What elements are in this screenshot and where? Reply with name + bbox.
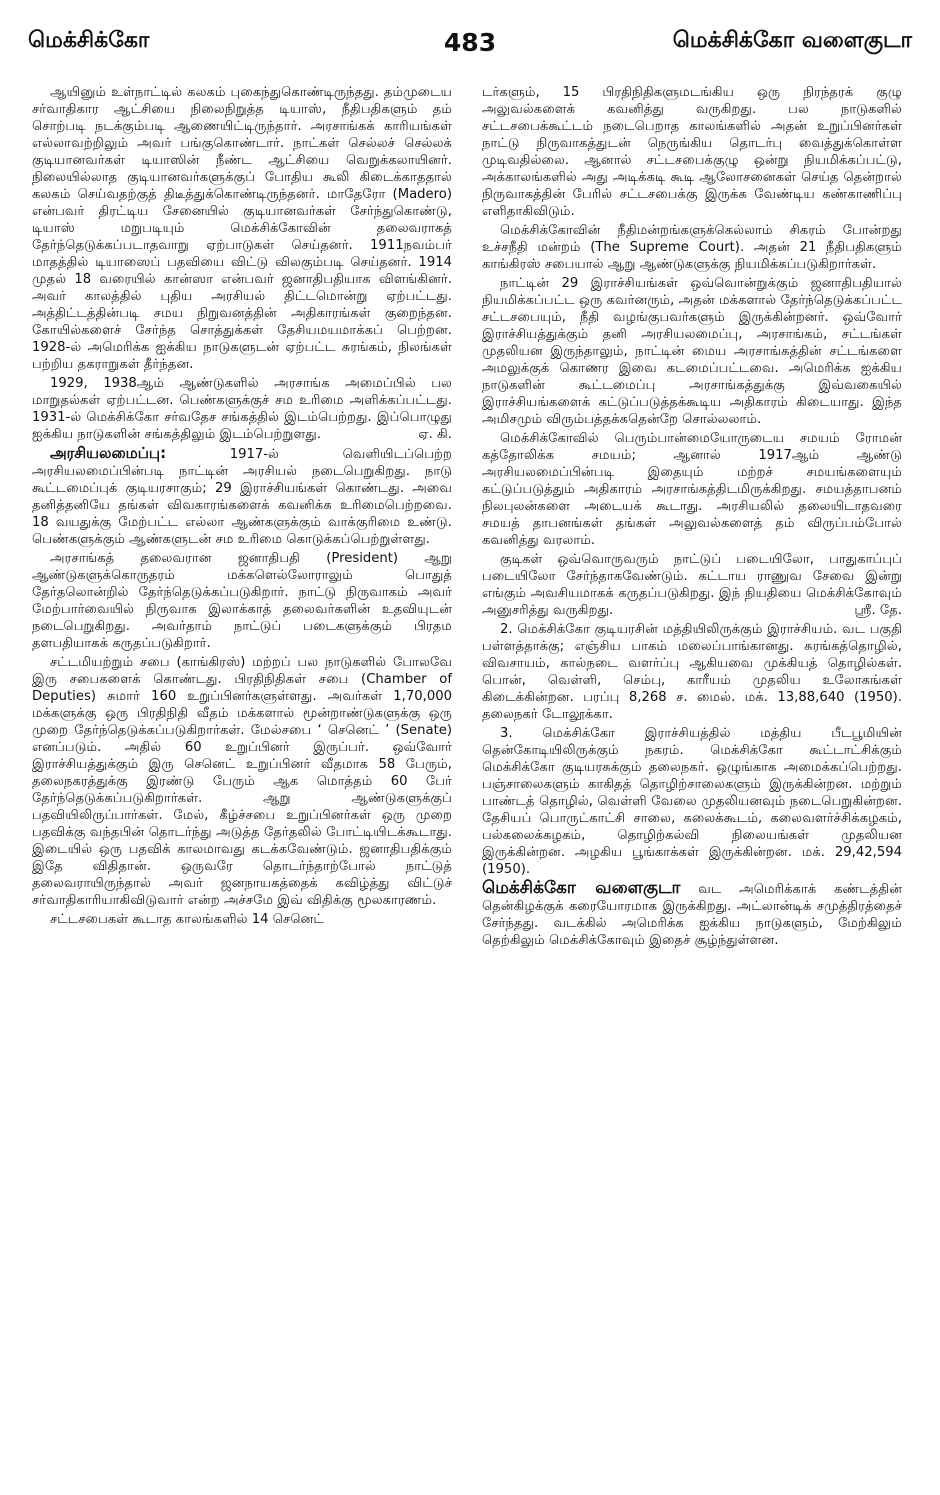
paragraph <box>32 375 452 443</box>
paragraph-text: மெக்சிக்கோவின் நீதிமன்றங்களுக்கெல்லாம் சிகரம் போன்றது உச்சநீதி மன்றம் (The Supreme Court). அதன் 21 நீதிபதிகளும் காங்கிரஸ் சபையால் ஆறு ஆண்டுகளுக்கு நியமிக்கப்படுகிறார்கள். <box>482 223 902 272</box>
paragraph-text: சட்டசபைகள் கூடாத காலங்களில் 14 செனெட் <box>50 912 324 927</box>
running-head-right: மெக்சிக்கோ வளைகுடா <box>672 28 912 53</box>
paragraph <box>482 84 902 220</box>
paragraph-text: நாட்டின் 29 இராச்சியங்கள் ஒவ்வொன்றுக்கும் ஜனாதிபதியால் நியமிக்கப்பட்ட ஒரு கவர்னரும், அதன் மக்களால் தேர்ந்தெடுக்கப்பட்ட சட்டசபையும், நீதி வழங்குபவர்களும் இருக்கின்றனர். ஒவ்வோர் இராச்சியத்துக்கும் தனி அரசியலமைப்பு, அரசாங்கம், சட்டங்கள் முதலியன இருந்தாலும், நாட்டின் மைய அரசாங்கத்தின் சட்டங்களை அமலுக்குக் கொணர இவை கடமைப்பட்டவை. அமெரிக்க ஐக்கிய நாடுகளின் கூட்டமைப்பு அரசாங்கத்துக்கு இவ்வகையில் இராச்சியங்களைக் கட்டுப்படுத்தக்கூடிய அதிகாரம் கிடையாது. இந்த அமிசமும் விரும்பத்தக்கதென்றே சொல்லலாம். <box>482 276 902 427</box>
paragraph <box>482 222 902 273</box>
right-column <box>482 84 902 951</box>
paragraph-text: 2. மெக்சிக்கோ குடியரசின் மத்தியிலிருக்கும் இராச்சியம். வட பகுதி பள்ளத்தாக்கு; எஞ்சிய பாகம் மலைப்பாங்கானது. சுரங்கத்தொழில், விவசாயம், கால்நடை வளர்ப்பு ஆகியவை முக்கியத் தொழில்கள். பொன், வெள்ளி, செம்பு, காரீயம் முதலிய உலோகங்கள் கிடைக்கின்றன. பரப்பு 8,268 ச. மைல். மக். 13,88,640 (1950). தலைநகர் டோலூக்கா. <box>482 622 902 722</box>
running-head-left: மெக்சிக்கோ <box>28 28 150 53</box>
paragraph <box>482 551 902 619</box>
paragraph-text: வட அமெரிக்காக் கண்டத்தின் தென்கிழக்குக் கரையோரமாக இருக்கிறது. அட்லான்டிக் சமுத்திரத்தைச் சேர்ந்தது. வடக்கில் அமெரிக்க ஐக்கிய நாடுகளும், மேற்கிலும் தெற்கிலும் மெக்சிக்கோவும் இதைச் சூழ்ந்துள்ளன. <box>482 882 902 948</box>
paragraph-text: டர்களும், 15 பிரதிநிதிகளுமடங்கிய ஒரு நிரந்தரக் குழு அலுவல்களைக் கவனித்து வருகிறது. பல நாடுகளில் சட்டசபைக்கூட்டம் நடைபெறாத காலங்களில் அதன் உறுப்பினர்கள் நாட்டு நிருவாகத்துடன் நெருங்கிய தொடர்பு வைத்துக்கொள்ள முடிவதில்லை. ஆனால் சட்டசபைக்குழு ஒன்று நியமிக்கப்பட்டு, அக்காலங்களில் அது அடிக்கடி கூடி ஆலோசனைகள் செய்த தென்றால் நிருவாகத்தின் பேரில் சட்டசபைக்கு இருக்க வேண்டிய கண்காணிப்பு எளிதாகிவிடும். <box>482 85 902 219</box>
paragraph-text: சட்டமியற்றும் சபை (காங்கிரஸ்) மற்றப் பல நாடுகளில் போலவே இரு சபைகளைக் கொண்டது. பிரதிநிதிகள் சபை (Chamber of Deputies) சுமார் 160 உறுப்பினர்களுள்ளது. அவர்கள் 1,70,000 மக்களுக்கு ஒரு பிரதிநிதி வீதம் மக்களால் மூன்றாண்டுகளுக்கு ஒரு முறை தேர்ந்தெடுக்கப்படுகிறார்கள். மேல்சபை ‘ செனெட் ’ (Senate) எனப்படும். அதில் 60 உறுப்பினர் இருப்பர். ஒவ்வோர் இராச்சியத்துக்கும் இரு செனெட் உறுப்பினர் வீதமாக 58 பேரும், தலைநகரத்துக்கு இரண்டு பேரும் ஆக மொத்தம் 60 பேர் தேர்ந்தெடுக்கப்படுகிறார்கள். ஆறு ஆண்டுகளுக்குப் பதவியிலிருப்பார்கள். மேல், கீழ்ச்சபை உறுப்பினர்கள் ஒரு முறை பதவிக்கு வந்தபின் தொடர்ந்து அடுத்த தேர்தலில் போட்டியிடக்கூடாது. இடையில் ஒரு பதவிக் காலமாவது கடக்கவேண்டும். ஜனாதிபதிக்கும் இதே விதிதான். ஒருவரே தொடர்ந்தாற்போல் நாட்டுத் தலைவராயிருந்தால் அவர் ஜனநாயகத்தைக் கவிழ்த்து விட்டுச் சர்வாதிகாரியாகிவிடுவார் என்ற அச்சமே இவ் விதிக்கு மூலகாரணம். <box>32 655 452 908</box>
paragraph-text: 1929, 1938ஆம் ஆண்டுகளில் அரசாங்க அமைப்பில் பல மாறுதல்கள் ஏற்பட்டன. பெண்களுக்குச் சம உரிமை அளிக்கப்பட்டது. 1931-ல் மெக்சிக்கோ சர்வதேச சங்கத்தில் இடம்பெற்றது. இப்பொழுது ஐக்கிய நாடுகளின் சங்கத்திலும் இடம்பெற்றுளது. <box>32 376 452 442</box>
left-column <box>32 84 452 930</box>
author-initials: ஏ. கி. <box>418 427 452 442</box>
paragraph-text: குடிகள் ஒவ்வொருவரும் நாட்டுப் படையிலோ, பாதுகாப்புப் படையிலோ சேர்ந்தாகவேண்டும். கட்டாய ராணுவ சேவை இன்று எங்கும் அவசியமாகக் கருதப்படுகிறது. இந் நியதியை மெக்சிக்கோவும் அனுசரித்து வருகிறது. <box>482 552 902 618</box>
paragraph <box>32 550 452 652</box>
author-initials: ஸ்ரீ. தே. <box>854 603 902 618</box>
paragraph-text: அரசாங்கத் தலைவரான ஜனாதிபதி (President) ஆறு ஆண்டுகளுக்கொருதரம் மக்களெல்லோராலும் பொதுத் தேர்தலொன்றில் தேர்ந்தெடுக்கப்படுகிறார். நாட்டு நிருவாகம் அவர் மேற்பார்வையில் நிருவாக இலாக்காத் தலைவர்களின் உதவியுடன் நடைபெறுகிறது. அவர்தாம் நாட்டுப் படைகளுக்கும் பிரதம தளபதியாகக் கருதப்படுகிறார். <box>32 551 452 651</box>
page-number: 483 <box>443 28 497 57</box>
paragraph-text: 3. மெக்சிக்கோ இராச்சியத்தில் மத்திய பீடபூமியின் தென்கோடியிலிருக்கும் நகரம். மெக்சிக்கோ கூட்டாட்சிக்கும் மெக்சிக்கோ குடியரசுக்கும் தலைநகர். ஒழுங்காக அமைக்கப்பெற்றது. பஞ்சாலைகளும் காகிதத் தொழிற்சாலைகளும் இருக்கின்றன. மற்றும் பாண்டத் தொழில், வெள்ளி வேலை முதலியனவும் நடைபெறுகின்றன. தேசியப் பொருட்காட்சி சாலை, கலைக்கூடம், கலைவளர்ச்சிக்கழகம், பல்கலைக்கழகம், தொழிற்கல்வி நிலையங்கள் முதலியன இருக்கின்றன. அழகிய பூங்காக்கள் இருக்கின்றன. மக். 29,42,594 (1950). <box>482 726 902 877</box>
paragraph <box>32 445 452 548</box>
paragraph-text: 1917-ல் வெளியிடப்பெற்ற அரசியலமைப்பின்படி நாட்டின் அரசியல் நடைபெறுகிறது. நாடு கூட்டமைப்புக் குடியரசாகும்; 29 இராச்சியங்கள் கொண்டது. அவை தனித்தனியே தங்கள் விவகாரங்களைக் கவனிக்க உரிமைபெற்றவை. 18 வயதுக்கு மேற்பட்ட எல்லா ஆண்களுக்கும் வாக்குரிமை உண்டு. பெண்களுக்கும் ஆண்களுடன் சம உரிமை கொடுக்கப்பெற்றுள்ளது. <box>32 447 452 547</box>
paragraph <box>482 725 902 878</box>
paragraph <box>482 430 902 549</box>
section-heading: அரசியலமைப்பு: <box>50 444 167 462</box>
entry-heading: மெக்சிக்கோ வளைகுடா <box>482 878 681 898</box>
paragraph <box>32 911 452 928</box>
paragraph <box>482 621 902 723</box>
paragraph <box>32 84 452 373</box>
paragraph <box>482 275 902 428</box>
paragraph-text: மெக்சிக்கோவில் பெரும்பான்மையோருடைய சமயம் ரோமன் கத்தோலிக்க சமயம்; ஆனால் 1917ஆம் ஆண்டு அரசியலமைப்பின்படி இதையும் மற்றச் சமயங்களையும் கட்டுப்படுத்தும் அதிகாரம் அரசாங்கத்திடமிருக்கிறது. சமயத்தாபனம் நிலபுலன்களை அடையக் கூடாது. அரசியலில் தலையிடாதவரை சமயத் தாபனங்கள் தங்கள் அலுவல்களைத் தம் விருப்பம்போல் கவனித்து வரலாம். <box>482 431 902 548</box>
page-header <box>28 28 912 64</box>
paragraph-text: ஆயினும் உள்நாட்டில் கலகம் புகைந்துகொண்டிருந்தது. தம்முடைய சர்வாதிகார ஆட்சியை நிலைநிறுத்த டியாஸ், நீதிபதிகளும் தம் சொற்படி நடக்கும்படி ஆணையிட்டிருந்தார். அரசாங்கக் காரியங்கள் எல்லாவற்றிலும் அவர் பங்குகொண்டார். நாட்கள் செல்லச் செல்லக் குடியானவர்கள் டியாஸின் நீண்ட ஆட்சியை வெறுக்கலாயினர். நிலையில்லாத குடியானவர்களுக்குப் போதிய கூலி கிடைக்காததால் கலகம் செய்வதற்குத் திடீத்துக்கொண்டிருந்தனர். மாதேரோ (Madero) என்பவர் திரட்டிய சேனையில் குடியானவர்கள் சேர்ந்துகொண்டு, டியாஸ் மறுபடியும் மெக்சிக்கோவின் தலைவராகத் தேர்ந்தெடுக்கப்படாதவாறு ஏற்பாடுகள் செய்தனர். 1911நவம்பர் மாதத்தில் டியாஸைப் பதவியை விட்டு விலகும்படி செய்தனர். 1914 முதல் 18 வரையில் கான்ஸா என்பவர் ஜனாதிபதியாக விளங்கினர். அவர் காலத்தில் புதிய அரசியல் திட்டமொன்று ஏற்பட்டது. அத்திட்டத்தின்படி சமய நிறுவனத்தின் அதிகாரங்கள் குறைந்தன. கோயில்களைச் சேர்ந்த சொத்துக்கள் தேசியமயமாக்கப் பெற்றன. 1928-ல் அமெரிக்க ஐக்கிய நாடுகளுடன் ஏற்பட்ட சுரங்கம், நிலங்கள் பற்றிய தகராறுகள் தீர்ந்தன. <box>32 85 452 372</box>
paragraph <box>32 654 452 909</box>
paragraph <box>482 880 902 949</box>
